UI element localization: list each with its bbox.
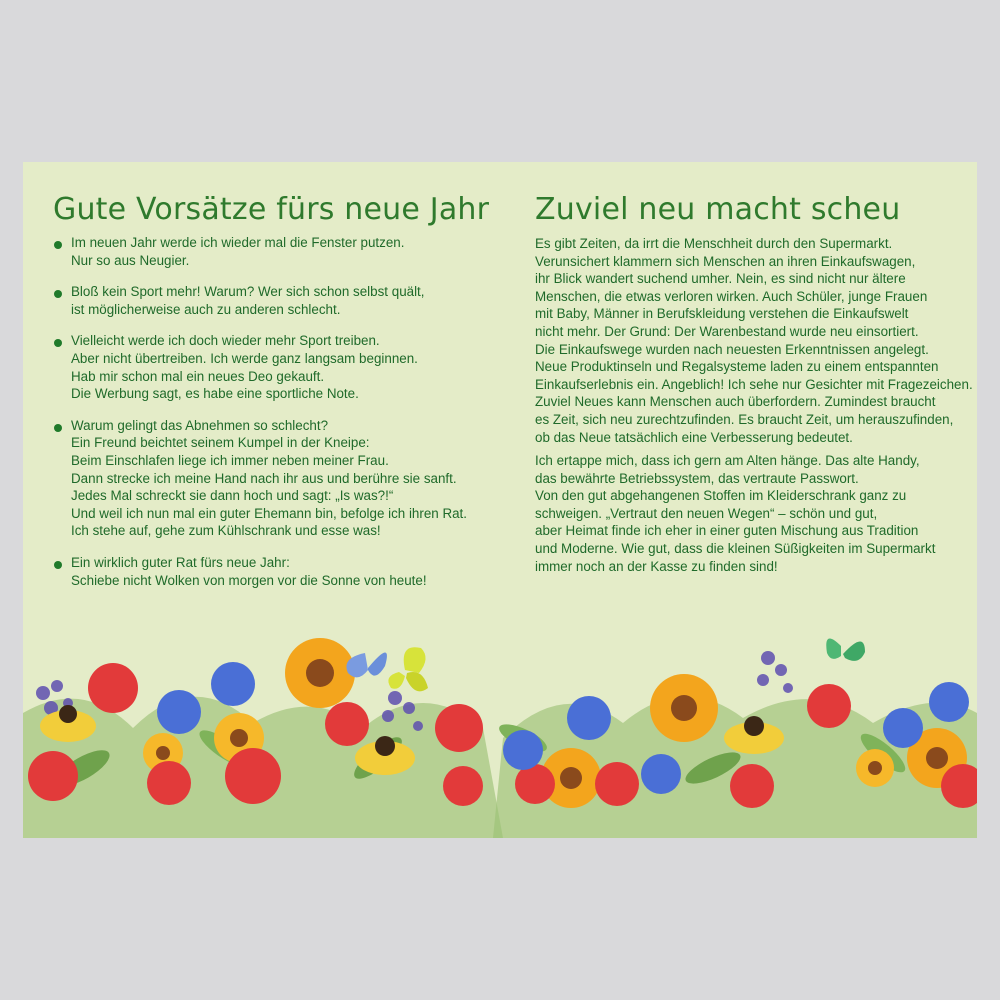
text-line: Vielleicht werde ich doch wieder mehr Sport treiben. [71,333,380,349]
resolutions-list [53,234,493,603]
text-line: Bloß kein Sport mehr! Warum? Wer sich schon selbst quält, [71,284,425,300]
text-line: Ein wirklich guter Rat fürs neue Jahr: [71,554,290,570]
text-line: Die Einkaufswege wurden nach neuesten Erkenntnissen angelegt. [535,341,929,357]
text-line: Dann strecke ich meine Hand nach ihr aus und berühre sie sanft. [71,470,457,486]
list-item [53,283,493,318]
list-item [53,332,493,402]
text-line: immer noch an der Kasse zu finden sind! [535,558,778,574]
text-line: Von den gut abgehangenen Stoffen im Kleiderschrank ganz zu [535,488,907,504]
text-line: Verunsichert klammern sich Menschen an ihren Einkaufswagen, [535,253,916,269]
text-line: Und weil ich nun mal ein guter Ehemann bin, befolge ich ihren Rat. [71,505,467,521]
text-line: Ich ertappe mich, dass ich gern am Alten hänge. Das alte Handy, [535,453,920,468]
text-line: und Moderne. Wie gut, dass die kleinen Süßigkeiten im Supermarkt [535,540,936,556]
text-line: Im neuen Jahr werde ich wieder mal die Fenster putzen. [71,235,405,250]
right-page-title: Zuviel neu macht scheu [535,192,901,227]
text-line: ihr Blick wandert suchend umher. Nein, es sind nicht nur ältere [535,271,906,287]
text-line: mit Baby, Männer in Berufskleidung verstehen die Einkaufswelt [535,306,909,322]
butterfly-blue [346,652,387,677]
text-line: ob das Neue tatsächlich eine Verbesserung bedeutet. [535,429,853,445]
list-item [53,234,493,269]
text-line: Ein Freund beichtet seinem Kumpel in der Kneipe: [71,435,370,451]
text-line: das bewährte Betriebssystem, das vertraute Passwort. [535,470,859,486]
flower-border-illustration [23,618,977,838]
text-line: Die Werbung sagt, es habe eine sportliche Note. [71,386,359,402]
bullet-icon [54,290,62,298]
left-page-title: Gute Vorsätze fürs neue Jahr [53,192,490,227]
text-line: Neue Produktinseln und Regalsysteme laden zu einem entspannten [535,359,939,375]
bullet-icon [54,339,62,347]
text-line: ist möglicherweise auch zu anderen schlecht. [71,301,341,317]
list-item [53,554,493,589]
text-line: Jedes Mal schreckt sie dann hoch und sagt: „Is was?!“ [71,488,394,504]
butterfly-yellow [388,647,428,691]
paragraph [535,235,975,446]
bullet-icon [54,241,62,249]
book-spread [23,162,977,838]
text-line: Es gibt Zeiten, da irrt die Menschheit durch den Supermarkt. [535,236,893,251]
list-item [53,417,493,540]
text-line: Zuviel Neues kann Menschen auch überfordern. Zumindest braucht [535,394,936,410]
butterfly-green [826,638,865,660]
text-line: Schiebe nicht Wolken von morgen vor die Sonne von heute! [71,572,427,588]
text-line: aber Heimat finde ich eher in einer guten Mischung aus Tradition [535,523,919,539]
text-line: Hab mir schon mal ein neues Deo gekauft. [71,368,325,384]
text-line: schweigen. „Vertraut den neuen Wegen“ – schön und gut, [535,505,878,521]
text-line: Nur so aus Neugier. [71,252,190,268]
text-line: Aber nicht übertreiben. Ich werde ganz langsam beginnen. [71,350,418,366]
bullet-icon [54,424,62,432]
bullet-icon [54,561,62,569]
text-line: nicht mehr. Der Grund: Der Warenbestand wurde neu einsortiert. [535,323,919,339]
text-line: Ich stehe auf, gehe zum Kühlschrank und esse was! [71,523,381,539]
text-line: Einkaufserlebnis ein. Angeblich! Ich sehe nur Gesichter mit Fragezeichen. [535,376,973,392]
text-line: Warum gelingt das Abnehmen so schlecht? [71,417,329,433]
text-line: Menschen, die etwas verloren wirken. Auch Schüler, junge Frauen [535,288,928,304]
text-line: Beim Einschlafen liege ich immer neben meiner Frau. [71,452,389,468]
text-line: es Zeit, sich neu zurechtzufinden. Es braucht Zeit, um herauszufinden, [535,411,954,427]
paragraph [535,452,975,575]
